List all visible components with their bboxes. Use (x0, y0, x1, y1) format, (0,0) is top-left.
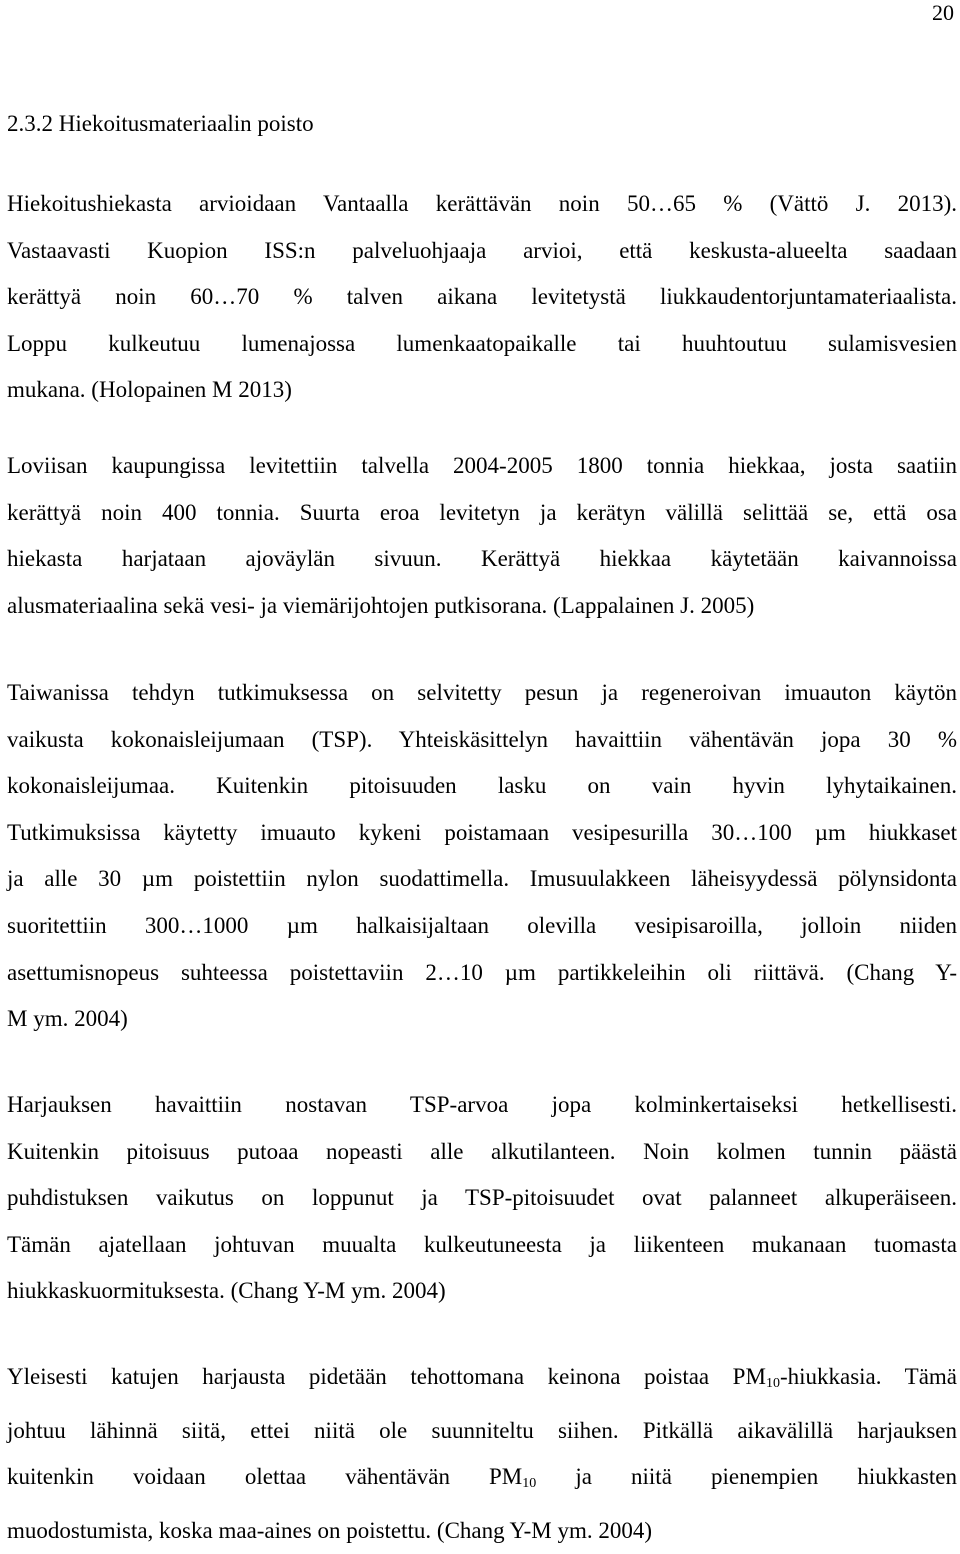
text-line: Tämän ajatellaan johtuvan muualta kulkeutuneesta ja liikenteen mukanaan tuomasta (7, 1222, 957, 1269)
text-line: puhdistuksen vaikutus on loppunut ja TSP-pitoisuudet ovat palanneet alkuperäiseen. (7, 1175, 957, 1222)
text-line: johtuu lähinnä siitä, ettei niitä ole suunniteltu siihen. Pitkällä aikavälillä harjauksen (7, 1408, 957, 1455)
text-line: M ym. 2004) (7, 996, 957, 1043)
text-line: Taiwanissa tehdyn tutkimuksessa on selvitetty pesun ja regeneroivan imuauton käytön (7, 670, 957, 717)
text-line: vaikusta kokonaisleijumaan (TSP). Yhteiskäsittelyn havaittiin vähentävän jopa 30 % (7, 717, 957, 764)
text-line: kerättyä noin 400 tonnia. Suurta eroa levitetyn ja kerätyn välillä selittää se, että osa (7, 490, 957, 537)
text-line: kerättyä noin 60…70 % talven aikana levitetystä liukkaudentorjuntamateriaalista. (7, 274, 957, 321)
text-line: alusmateriaalina sekä vesi- ja viemärijohtojen putkisorana. (Lappalainen J. 2005) (7, 583, 957, 630)
text-line: Loppu kulkeutuu lumenajossa lumenkaatopaikalle tai huuhtoutuu sulamisvesien (7, 321, 957, 368)
text-line: suoritettiin 300…1000 µm halkaisijaltaan olevilla vesipisaroilla, jolloin niiden (7, 903, 957, 950)
section-heading (7, 111, 314, 137)
paragraph-2 (7, 443, 957, 629)
text-line (7, 1454, 957, 1508)
text-segment: -hiukkasia. Tämä (780, 1364, 957, 1389)
subscript: 10 (766, 1376, 780, 1391)
text-line: hiukkaskuormituksesta. (Chang Y-M ym. 2004) (7, 1268, 957, 1315)
text-line: Kuitenkin pitoisuus putoaa nopeasti alle alkutilanteen. Noin kolmen tunnin päästä (7, 1129, 957, 1176)
section-number: 2.3.2 (7, 111, 53, 136)
text-line: Harjauksen havaittiin nostavan TSP-arvoa jopa kolminkertaiseksi hetkellisesti. (7, 1082, 957, 1129)
text-line (7, 1354, 957, 1408)
text-line: Tutkimuksissa käytetty imuauto kykeni poistamaan vesipesurilla 30…100 µm hiukkaset (7, 810, 957, 857)
paragraph-3 (7, 670, 957, 1043)
text-line: muodostumista, koska maa-aines on poistettu. (Chang Y-M ym. 2004) (7, 1508, 957, 1554)
text-line: Vastaavasti Kuopion ISS:n palveluohjaaja arvioi, että keskusta-alueelta saadaan (7, 228, 957, 275)
text-line: Loviisan kaupungissa levitettiin talvella 2004-2005 1800 tonnia hiekkaa, josta saatiin (7, 443, 957, 490)
subscript: 10 (522, 1476, 536, 1491)
text-line: mukana. (Holopainen M 2013) (7, 367, 957, 414)
text-line: hiekasta harjataan ajoväylän sivuun. Kerättyä hiekkaa käytetään kaivannoissa (7, 536, 957, 583)
paragraph-1 (7, 181, 957, 414)
paragraph-4 (7, 1082, 957, 1315)
text-line: ja alle 30 µm poistettiin nylon suodattimella. Imusuulakkeen läheisyydessä pölynsidonta (7, 856, 957, 903)
paragraph-5 (7, 1354, 957, 1554)
text-segment: kuitenkin voidaan olettaa vähentävän PM (7, 1464, 522, 1489)
text-line: Hiekoitushiekasta arvioidaan Vantaalla kerättävän noin 50…65 % (Vättö J. 2013). (7, 181, 957, 228)
text-line: asettumisnopeus suhteessa poistettaviin 2…10 µm partikkeleihin oli riittävä. (Chang Y- (7, 950, 957, 997)
text-line: kokonaisleijumaa. Kuitenkin pitoisuuden lasku on vain hyvin lyhytaikainen. (7, 763, 957, 810)
text-segment: ja niitä pienempien hiukkasten (536, 1464, 957, 1489)
page-number: 20 (932, 2, 954, 24)
text-segment: Yleisesti katujen harjausta pidetään tehottomana keinona poistaa PM (7, 1364, 766, 1389)
section-title: Hiekoitusmateriaalin poisto (59, 111, 314, 136)
